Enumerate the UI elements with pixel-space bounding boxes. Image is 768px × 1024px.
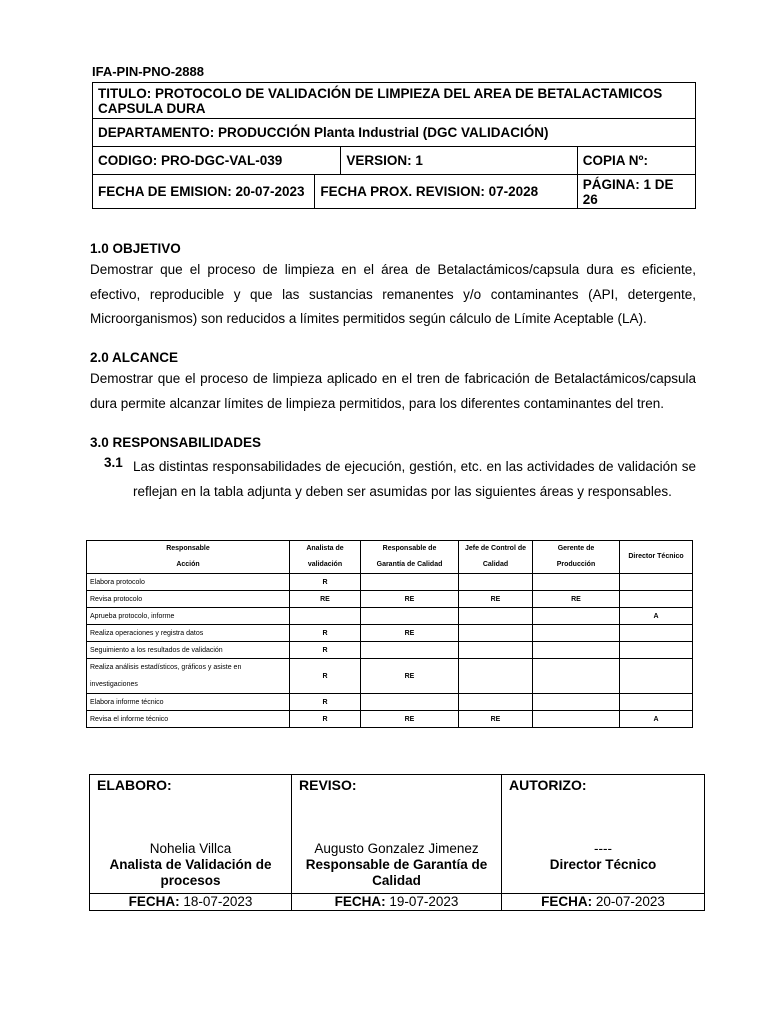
- table-row: [87, 591, 693, 608]
- cell: RE: [361, 591, 459, 608]
- department: DEPARTAMENTO: PRODUCCIÓN Planta Industrial (DGC VALIDACIÓN): [93, 119, 696, 147]
- cell: [533, 608, 620, 625]
- cell: [290, 608, 361, 625]
- autorizo-date: 20-07-2023: [595, 894, 665, 909]
- row-accion: Seguimiento a los resultados de validación: [87, 642, 290, 659]
- cell: [620, 642, 693, 659]
- cell: [459, 625, 533, 642]
- row-accion: Realiza operaciones y registra datos: [87, 625, 290, 642]
- cell: [533, 625, 620, 642]
- copia: COPIA Nº:: [577, 147, 695, 175]
- fecha-label: FECHA:: [128, 894, 180, 909]
- row-accion: Aprueba protocolo, informe: [87, 608, 290, 625]
- header-gerente-line2: Producción: [556, 561, 596, 568]
- header-analista: [290, 541, 361, 574]
- cell: R: [290, 625, 361, 642]
- cell: [533, 642, 620, 659]
- header-director: Director Técnico: [620, 541, 693, 574]
- cell: [361, 608, 459, 625]
- cell: [620, 659, 693, 694]
- autorizo-name: ----: [594, 841, 612, 856]
- cell: R: [290, 642, 361, 659]
- table-row: [87, 694, 693, 711]
- row-accion: Elabora protocolo: [87, 574, 290, 591]
- cell: RE: [361, 659, 459, 694]
- header-jefe: [459, 541, 533, 574]
- cell: [620, 574, 693, 591]
- subsection-number: 3.1: [104, 455, 123, 470]
- cell: [361, 574, 459, 591]
- section-objetivo-text: Demostrar que el proceso de limpieza en el área de Betalactámicos/capsula dura es eficiente, efectivo, reproducible y que las sustancias remanentes y/o contaminantes (API, detergente, Microorganismos) son reducidos a límites permitidos según cálculo de Límite Aceptable (LA).: [90, 262, 696, 326]
- cell: R: [290, 659, 361, 694]
- cell: [533, 694, 620, 711]
- version: VERSION: 1: [341, 147, 577, 175]
- elaboro-label: ELABORO:: [97, 777, 172, 793]
- cell: [459, 659, 533, 694]
- reviso-role: Responsable de Garantía de Calidad: [305, 857, 488, 888]
- section-objetivo-title: 1.0 OBJETIVO: [90, 241, 181, 256]
- row-accion: Revisa protocolo: [87, 591, 290, 608]
- reviso-name: Augusto Gonzalez Jimenez: [314, 841, 479, 856]
- reviso-date: 19-07-2023: [389, 894, 459, 909]
- section-responsabilidades-title: 3.0 RESPONSABILIDADES: [90, 435, 262, 450]
- elaboro-name: Nohelia Villca: [149, 841, 232, 856]
- row-accion: Realiza análisis estadísticos, gráficos y asiste en investigaciones: [87, 659, 290, 694]
- header-jefe-line2: Calidad: [482, 561, 509, 568]
- row-accion: Elabora informe técnico: [87, 694, 290, 711]
- cell: RE: [361, 711, 459, 728]
- header-analista-line2: validación: [307, 561, 343, 568]
- header-accion: Acción: [176, 561, 200, 568]
- fecha-emision: FECHA DE EMISION: 20-07-2023: [93, 175, 315, 209]
- cell: [620, 625, 693, 642]
- cell: R: [290, 574, 361, 591]
- fecha-prox-revision: FECHA PROX. REVISION: 07-2028: [315, 175, 577, 209]
- cell: A: [620, 711, 693, 728]
- cell: R: [290, 694, 361, 711]
- cell: A: [620, 608, 693, 625]
- header-garantia-line1: Responsable de: [382, 545, 437, 552]
- cell: RE: [459, 711, 533, 728]
- cell: RE: [290, 591, 361, 608]
- header-garantia-line2: Garantía de Calidad: [376, 561, 443, 568]
- autorizo-cell: [502, 775, 705, 894]
- header-jefe-line1: Jefe de Control de: [464, 545, 527, 552]
- document-code: IFA-PIN-PNO-2888: [92, 64, 204, 79]
- elaboro-cell: [90, 775, 292, 894]
- table-row: [87, 574, 693, 591]
- cell: [620, 694, 693, 711]
- header-analista-line1: Analista de: [306, 545, 344, 552]
- subsection-text: Las distintas responsabilidades de ejecución, gestión, etc. en las actividades de validación se reflejan en la tabla adjunta y deben ser asumidas por las siguientes áreas y responsables.: [133, 459, 696, 499]
- cell: [459, 694, 533, 711]
- header-responsable-accion: [87, 541, 290, 574]
- cell: R: [290, 711, 361, 728]
- fecha-label: FECHA:: [541, 894, 593, 909]
- reviso-cell: [292, 775, 502, 894]
- row-accion: Revisa el informe técnico: [87, 711, 290, 728]
- cell: RE: [459, 591, 533, 608]
- cell: [459, 574, 533, 591]
- codigo: CODIGO: PRO-DGC-VAL-039: [93, 147, 341, 175]
- cell: [533, 659, 620, 694]
- cell: [533, 574, 620, 591]
- table-row: [87, 659, 693, 694]
- table-row: [87, 625, 693, 642]
- cell: RE: [361, 625, 459, 642]
- elaboro-role: Analista de Validación de procesos: [109, 857, 272, 888]
- cell: [533, 711, 620, 728]
- table-row: [87, 608, 693, 625]
- elaboro-date: 18-07-2023: [183, 894, 253, 909]
- cell: [361, 694, 459, 711]
- section-alcance-title: 2.0 ALCANCE: [90, 350, 179, 365]
- reviso-date-cell: [292, 894, 502, 911]
- pagina: PÁGINA: 1 DE 26: [577, 175, 695, 209]
- header-gerente: [533, 541, 620, 574]
- section-alcance-text: Demostrar que el proceso de limpieza aplicado en el tren de fabricación de Betalactámicos/capsula dura permite alcanzar límites de limpieza permitidos, para los diferentes contaminantes del tren.: [90, 371, 696, 411]
- responsibilities-table: [86, 540, 693, 728]
- header-gerente-line1: Gerente de: [557, 545, 595, 552]
- header-garantia: [361, 541, 459, 574]
- reviso-label: REVISO:: [299, 777, 357, 793]
- signature-table: [89, 774, 705, 911]
- header-table: [92, 82, 696, 209]
- autorizo-role: Director Técnico: [549, 857, 657, 872]
- table-row: [87, 642, 693, 659]
- autorizo-label: AUTORIZO:: [509, 777, 587, 793]
- document-title: TITULO: PROTOCOLO DE VALIDACIÓN DE LIMPIEZA DEL AREA DE BETALACTAMICOS CAPSULA DURA: [93, 83, 696, 119]
- autorizo-date-cell: [502, 894, 705, 911]
- cell: [459, 642, 533, 659]
- elaboro-date-cell: [90, 894, 292, 911]
- table-row: [87, 711, 693, 728]
- cell: [620, 591, 693, 608]
- cell: RE: [533, 591, 620, 608]
- fecha-label: FECHA:: [334, 894, 386, 909]
- cell: [459, 608, 533, 625]
- cell: [361, 642, 459, 659]
- header-responsable: Responsable: [166, 545, 210, 552]
